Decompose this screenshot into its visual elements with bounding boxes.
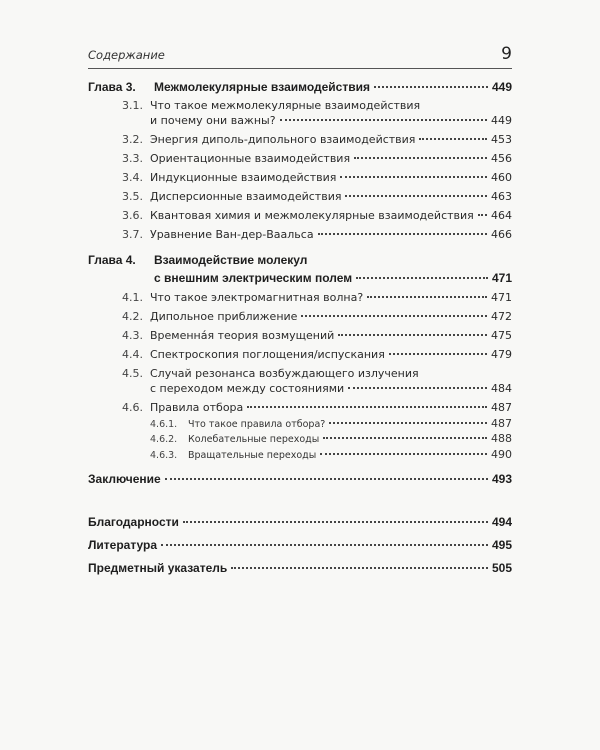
section-page: 453 [491, 133, 512, 146]
section-number: 3.4. [122, 171, 143, 184]
subsection-number: 4.6.1. [150, 419, 178, 430]
toc-subsection-4-6-1[interactable] [150, 417, 512, 430]
subsection-page: 487 [491, 417, 512, 430]
entry-page: 493 [491, 472, 512, 486]
section-number: 4.3. [122, 329, 143, 342]
running-header [88, 44, 512, 69]
subsection-page: 490 [491, 448, 512, 461]
dot-leader [338, 333, 487, 336]
section-number: 4.1. [122, 291, 143, 304]
chapter-title: Межмолекулярные взаимодействия [154, 80, 370, 94]
dot-leader [354, 156, 487, 159]
toc-subject-index[interactable] [88, 561, 512, 575]
entry-page: 505 [491, 561, 512, 575]
toc-section-4-3[interactable] [122, 329, 512, 342]
dot-leader [367, 295, 487, 298]
toc-section-4-1[interactable] [122, 291, 512, 304]
entry-title: Заключение [88, 472, 161, 486]
entry-page: 495 [491, 538, 512, 552]
section-title: Дисперсионные взаимодействия [150, 190, 342, 203]
section-page: 466 [491, 228, 512, 241]
section-page: 471 [491, 291, 512, 304]
dot-leader [183, 520, 488, 523]
toc-section-3-6[interactable] [122, 209, 512, 222]
entry-page: 494 [491, 515, 512, 529]
dot-leader [329, 421, 487, 424]
toc-section-3-1-cont[interactable] [150, 114, 512, 127]
toc-subsection-4-6-2[interactable] [150, 432, 512, 445]
section-title: Энергия диполь-дипольного взаимодействия [150, 133, 416, 146]
chapter-page: 471 [491, 271, 512, 285]
dot-leader [323, 436, 487, 439]
subsection-title: Что такое правила отбора? [188, 419, 326, 430]
section-number: 4.2. [122, 310, 143, 323]
section-title: Ориентационные взаимодействия [150, 152, 351, 165]
section-number: 3.6. [122, 209, 143, 222]
running-header-title: Содержание [88, 48, 165, 62]
section-title-line2: с переходом между состояниями [150, 382, 345, 395]
subsection-page: 488 [491, 432, 512, 445]
section-title: Индукционные взаимодействия [150, 171, 337, 184]
chapter-title-line1: Взаимодействие молекул [154, 253, 308, 267]
section-number: 4.4. [122, 348, 143, 361]
toc-section-3-4[interactable] [122, 171, 512, 184]
dot-leader [165, 477, 488, 480]
section-page: 475 [491, 329, 512, 342]
toc-chapter-4-cont[interactable] [154, 271, 512, 285]
section-page: 464 [491, 209, 512, 222]
chapter-page: 449 [491, 80, 512, 94]
dot-leader [301, 314, 487, 317]
toc-chapter-4[interactable] [88, 253, 512, 267]
toc-conclusion[interactable] [88, 472, 512, 486]
section-title: Дипольное приближение [150, 310, 298, 323]
section-number: 4.6. [122, 401, 143, 414]
dot-leader [231, 566, 488, 569]
section-title: Уравнение Ван-дер-Ваальса [150, 228, 314, 241]
toc-section-3-3[interactable] [122, 152, 512, 165]
toc-chapter-3[interactable] [88, 80, 512, 94]
dot-leader [280, 118, 487, 121]
chapter-title-line2: с внешним электрическим полем [154, 271, 353, 285]
dot-leader [345, 194, 487, 197]
section-number: 3.2. [122, 133, 143, 146]
toc-section-4-2[interactable] [122, 310, 512, 323]
section-page: 472 [491, 310, 512, 323]
dot-leader [318, 232, 487, 235]
dot-leader [161, 543, 488, 546]
entry-title: Литература [88, 538, 158, 552]
section-title: Спектроскопия поглощения/испускания [150, 348, 385, 361]
dot-leader [320, 452, 487, 455]
subsection-title: Колебательные переходы [188, 434, 320, 445]
chapter-label: Глава 4. [88, 253, 136, 267]
section-number: 3.7. [122, 228, 143, 241]
toc-acknowledgements[interactable] [88, 515, 512, 529]
section-number: 4.5. [122, 367, 143, 380]
entry-title: Благодарности [88, 515, 179, 529]
dot-leader [419, 137, 487, 140]
toc-section-4-5-cont[interactable] [150, 382, 512, 395]
section-page: 449 [491, 114, 512, 127]
dot-leader [340, 175, 487, 178]
chapter-label: Глава 3. [88, 80, 136, 94]
section-page: 463 [491, 190, 512, 203]
toc-section-3-5[interactable] [122, 190, 512, 203]
dot-leader [389, 352, 487, 355]
subsection-title: Вращательные переходы [188, 450, 317, 461]
section-title: Квантовая химия и межмолекулярные взаимодействия [150, 209, 474, 222]
section-number: 3.1. [122, 99, 143, 112]
section-page: 479 [491, 348, 512, 361]
dot-leader [374, 85, 488, 88]
entry-title: Предметный указатель [88, 561, 228, 575]
toc-references[interactable] [88, 538, 512, 552]
section-title-line1: Что такое межмолекулярные взаимодействия [150, 99, 421, 112]
toc-section-3-2[interactable] [122, 133, 512, 146]
dot-leader [356, 276, 488, 279]
dot-leader [478, 213, 487, 216]
subsection-number: 4.6.3. [150, 450, 178, 461]
toc-section-4-6[interactable] [122, 401, 512, 414]
section-title-line2: и почему они важны? [150, 114, 276, 127]
section-title-line1: Случай резонанса возбуждающего излучения [150, 367, 419, 380]
page-number: 9 [501, 44, 512, 64]
section-title: Временнáя теория возмущений [150, 329, 335, 342]
toc-subsection-4-6-3[interactable] [150, 448, 512, 461]
section-title: Что такое электромагнитная волна? [150, 291, 364, 304]
section-number: 3.5. [122, 190, 143, 203]
toc-section-3-1[interactable] [122, 99, 512, 112]
section-page: 456 [491, 152, 512, 165]
toc-section-4-4[interactable] [122, 348, 512, 361]
section-page: 484 [491, 382, 512, 395]
toc-section-4-5[interactable] [122, 367, 512, 380]
section-title: Правила отбора [150, 401, 244, 414]
section-page: 487 [491, 401, 512, 414]
section-number: 3.3. [122, 152, 143, 165]
dot-leader [247, 405, 487, 408]
toc-section-3-7[interactable] [122, 228, 512, 241]
dot-leader [348, 386, 487, 389]
section-page: 460 [491, 171, 512, 184]
subsection-number: 4.6.2. [150, 434, 178, 445]
